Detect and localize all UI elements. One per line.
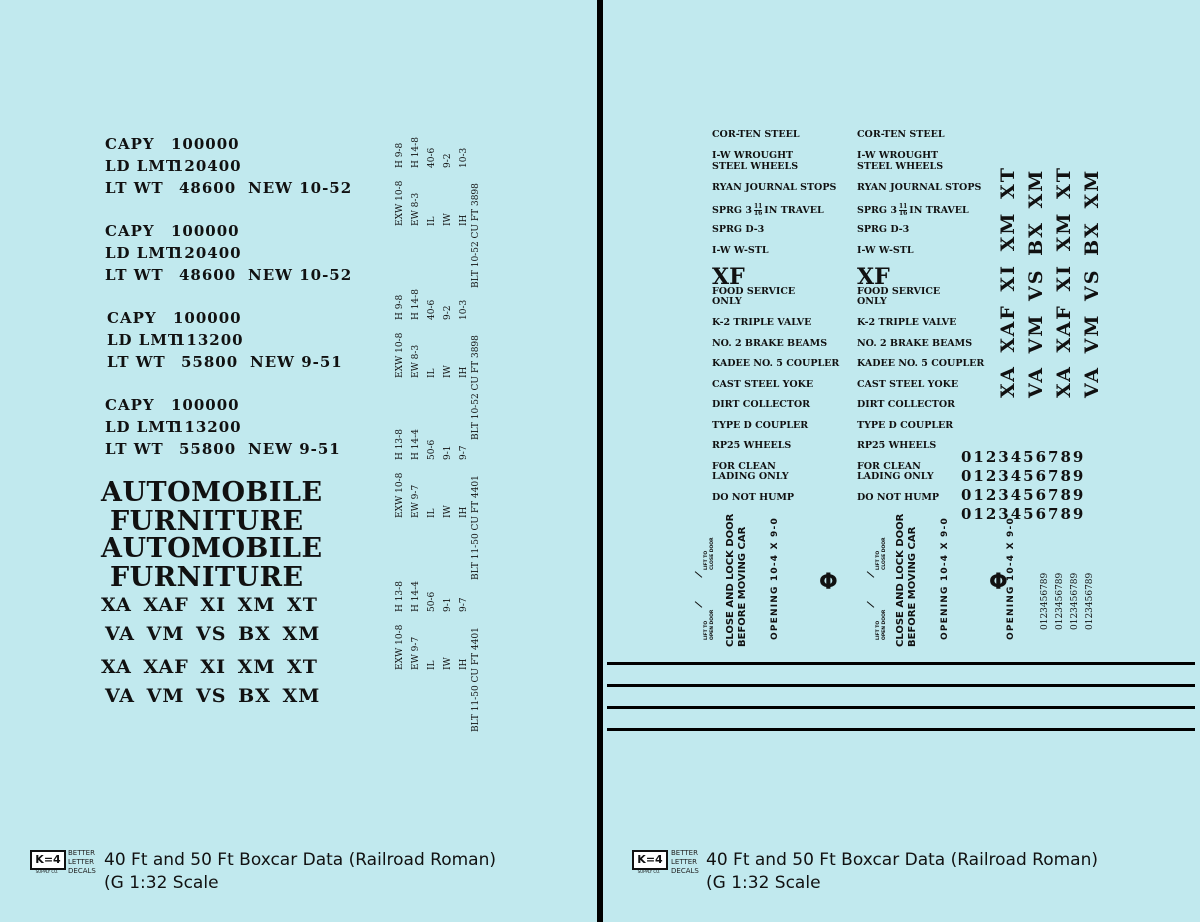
fraction-num: 11	[753, 203, 763, 210]
dimension-label: IH	[459, 506, 469, 518]
lift-to-open: LIFT TO	[704, 620, 709, 640]
dimension-label: EXW 10-8	[395, 472, 405, 518]
dimension-value: H 14-8	[411, 289, 421, 320]
class-line: XA XAF XI XM XT	[101, 656, 318, 678]
stencil-do-not-hump: DO NOT HUMP	[712, 492, 795, 503]
ld-lmt-label: LD LMT	[105, 244, 179, 262]
stencil-spring-travel	[712, 204, 824, 217]
capy-label: CAPY	[105, 396, 155, 414]
k4-logo	[632, 850, 666, 874]
footer-scale: (G 1:32 Scale	[706, 873, 821, 893]
lt-wt-label: LT WT	[105, 440, 164, 458]
dimension-value: 9-2	[443, 305, 453, 320]
stripe-line	[607, 728, 1195, 731]
spring-tail: IN TRAVEL	[764, 205, 824, 216]
dimension-value: H 14-8	[411, 137, 421, 168]
door-arrow-mark	[867, 601, 875, 608]
ld-lmt-value: 113200	[173, 418, 242, 436]
dimension-label: EXW 10-8	[395, 624, 405, 670]
dimension-value: H 9-8	[395, 142, 405, 168]
stencil-sprg-d3: SPRG D-3	[712, 224, 765, 235]
stencil-only: ONLY	[712, 296, 742, 307]
door-opening: OPENING 10-4 X 9-0	[770, 517, 780, 640]
dimension-value: 10-3	[459, 147, 469, 168]
stencil-iw-wstl: I-W W-STL	[712, 245, 769, 256]
spring-tail: IN TRAVEL	[909, 205, 969, 216]
tagline-decals: DECALS	[68, 867, 96, 875]
dimension-label: EW 8-3	[411, 344, 421, 378]
footer-title: 40 Ft and 50 Ft Boxcar Data (Railroad Roman)	[706, 850, 1099, 870]
before-moving-car: BEFORE MOVING CAR	[737, 526, 748, 647]
dimension-value: 9-2	[443, 153, 453, 168]
capy-label: CAPY	[105, 135, 155, 153]
built-cuft: BLT 11-50 CU FT 4401	[471, 627, 481, 732]
lift-open-door: OPEN DOOR	[882, 609, 887, 640]
footer-title-block	[104, 849, 496, 895]
stencil-do-not-hump: DO NOT HUMP	[857, 492, 940, 503]
automobile-word: AUTOMOBILE	[101, 477, 323, 508]
fraction-den: 16	[753, 210, 763, 217]
stencil-for-clean: FOR CLEAN	[857, 461, 921, 472]
stencil-xf: XF	[857, 264, 890, 290]
tagline	[671, 849, 699, 876]
lift-to-close: LIFT TO	[704, 550, 709, 570]
stencil-brake-beams: NO. 2 BRAKE BEAMS	[712, 338, 828, 349]
door-symbol: Φ	[819, 570, 838, 595]
door-opening: OPENING 10-4 X 9-0	[1006, 517, 1016, 640]
fraction-den: 16	[898, 210, 908, 217]
stencil-kadee: KADEE NO. 5 COUPLER	[857, 358, 985, 369]
new-date: NEW 9-51	[250, 353, 343, 371]
ld-lmt-value: 120400	[173, 244, 242, 262]
new-date: NEW 10-52	[248, 179, 353, 197]
small-digit-column: 0123456789	[1085, 572, 1095, 630]
stencil-for-clean: FOR CLEAN	[712, 461, 776, 472]
tagline-decals: DECALS	[671, 867, 699, 875]
stencil-food-service: FOOD SERVICE	[857, 286, 941, 297]
stencil-rp25: RP25 WHEELS	[857, 440, 937, 451]
tagline-better: BETTER	[68, 849, 95, 857]
new-date: NEW 9-51	[248, 440, 341, 458]
rotated-class-line: XA XAF XI XM XT	[997, 166, 1019, 398]
lift-close-door: CLOSE DOOR	[710, 537, 715, 570]
dimension-label: EXW 10-8	[395, 332, 405, 378]
dimension-value: 9-7	[459, 597, 469, 612]
dimension-label: IH	[459, 658, 469, 670]
automobile-word: AUTOMOBILE	[101, 533, 323, 564]
lt-wt-label: LT WT	[107, 353, 166, 371]
capy-value: 100000	[171, 396, 240, 414]
before-moving-car: BEFORE MOVING CAR	[907, 526, 918, 647]
ld-lmt-value: 120400	[173, 157, 242, 175]
stencil-coupler: TYPE D COUPLER	[712, 420, 809, 431]
door-opening: OPENING 10-4 X 9-0	[940, 517, 950, 640]
dimension-value: H 13-8	[395, 429, 405, 460]
dimension-label: IW	[443, 657, 453, 670]
close-lock-door: CLOSE AND LOCK DOOR	[895, 513, 906, 647]
dimension-value: H 9-8	[395, 294, 405, 320]
dimension-label: IL	[427, 508, 437, 518]
logo-sub: SUPPLY CO.	[637, 869, 661, 874]
tagline	[68, 849, 96, 876]
tagline-letter: LETTER	[68, 858, 95, 866]
stencil-lading-only: LADING ONLY	[857, 471, 934, 482]
capy-value: 100000	[171, 135, 240, 153]
class-line: VA VM VS BX XM	[105, 623, 321, 645]
logo-mark: K=4	[632, 850, 668, 870]
dimension-label: IW	[443, 213, 453, 226]
stencil-kadee: KADEE NO. 5 COUPLER	[712, 358, 840, 369]
stencil-ryan: RYAN JOURNAL STOPS	[857, 182, 982, 193]
stencil-yoke: CAST STEEL YOKE	[857, 379, 959, 390]
dimension-value: 40-6	[427, 299, 437, 320]
stencil-steel-wheels: STEEL WHEELS	[857, 161, 944, 172]
dimension-value: 10-3	[459, 299, 469, 320]
dimension-value: 50-6	[427, 439, 437, 460]
digits-row: 0123456789	[961, 448, 1086, 466]
stencil-ryan: RYAN JOURNAL STOPS	[712, 182, 837, 193]
stencil-food-service: FOOD SERVICE	[712, 286, 796, 297]
stencil-coupler: TYPE D COUPLER	[857, 420, 954, 431]
stencil-corten: COR-TEN STEEL	[857, 129, 945, 140]
stencil-triple-valve: K-2 TRIPLE VALVE	[712, 317, 812, 328]
door-arrow-mark	[695, 601, 703, 608]
stripe-line	[607, 662, 1195, 665]
close-lock-door: CLOSE AND LOCK DOOR	[725, 513, 736, 647]
dimension-label: IL	[427, 660, 437, 670]
furniture-word: FURNITURE	[110, 562, 304, 593]
stencil-wrought: I-W WROUGHT	[712, 150, 794, 161]
spring-fraction	[899, 204, 907, 217]
dimension-value: 40-6	[427, 147, 437, 168]
stencil-steel-wheels: STEEL WHEELS	[712, 161, 799, 172]
dimension-value: 9-1	[443, 597, 453, 612]
rotated-class-line: VA VM VS BX XM	[1081, 168, 1103, 398]
dimension-label: EW 8-3	[411, 192, 421, 226]
stencil-xf: XF	[712, 264, 745, 290]
lift-open-door: OPEN DOOR	[710, 609, 715, 640]
built-cuft: BLT 10-52 CU FT 3898	[471, 335, 481, 440]
lt-wt-label: LT WT	[105, 179, 164, 197]
ld-lmt-label: LD LMT	[105, 157, 179, 175]
small-digit-column: 0123456789	[1070, 572, 1080, 630]
footer-title-block	[706, 849, 1098, 895]
ld-lmt-label: LD LMT	[107, 331, 181, 349]
dimension-label: EXW 10-8	[395, 180, 405, 226]
stripe-line	[607, 684, 1195, 687]
dimension-label: IL	[427, 216, 437, 226]
small-digit-column: 0123456789	[1055, 572, 1065, 630]
new-date: NEW 10-52	[248, 266, 353, 284]
fraction-num: 11	[898, 203, 908, 210]
dimension-value: 9-7	[459, 445, 469, 460]
stencil-lading-only: LADING ONLY	[712, 471, 789, 482]
lift-to-close: LIFT TO	[876, 550, 881, 570]
door-arrow-mark	[867, 571, 875, 578]
built-cuft: BLT 11-50 CU FT 4401	[471, 475, 481, 580]
lt-wt-value: 55800	[181, 353, 239, 371]
stencil-spring-travel	[857, 204, 969, 217]
lt-wt-value: 48600	[179, 266, 237, 284]
stencil-rp25: RP25 WHEELS	[712, 440, 792, 451]
stencil-yoke: CAST STEEL YOKE	[712, 379, 814, 390]
sheet-divider	[597, 0, 603, 922]
lt-wt-value: 48600	[179, 179, 237, 197]
lt-wt-label: LT WT	[105, 266, 164, 284]
k4-logo	[30, 850, 64, 874]
dimension-label: EW 9-7	[411, 484, 421, 518]
digits-row: 0123456789	[961, 486, 1086, 504]
tagline-letter: LETTER	[671, 858, 698, 866]
capy-value: 100000	[173, 309, 242, 327]
dimension-label: EW 9-7	[411, 636, 421, 670]
dimension-label: IW	[443, 365, 453, 378]
capy-label: CAPY	[105, 222, 155, 240]
dimension-label: IH	[459, 214, 469, 226]
digits-row: 0123456789	[961, 467, 1086, 485]
dimension-value: H 14-4	[411, 581, 421, 612]
built-cuft: BLT 10-52 CU FT 3898	[471, 183, 481, 288]
footer-scale: (G 1:32 Scale	[104, 873, 219, 893]
stencil-dirt-collector: DIRT COLLECTOR	[857, 399, 956, 410]
capy-label: CAPY	[107, 309, 157, 327]
stencil-brake-beams: NO. 2 BRAKE BEAMS	[857, 338, 973, 349]
stencil-only: ONLY	[857, 296, 887, 307]
class-line: VA VM VS BX XM	[105, 685, 321, 707]
stencil-corten: COR-TEN STEEL	[712, 129, 800, 140]
stencil-iw-wstl: I-W W-STL	[857, 245, 914, 256]
rotated-class-line: VA VM VS BX XM	[1025, 168, 1047, 398]
stencil-dirt-collector: DIRT COLLECTOR	[712, 399, 811, 410]
stripe-line	[607, 706, 1195, 709]
dimension-label: IW	[443, 505, 453, 518]
spring-label: SPRG 3	[712, 205, 752, 216]
tagline-better: BETTER	[671, 849, 698, 857]
dimension-label: IH	[459, 366, 469, 378]
spring-label: SPRG 3	[857, 205, 897, 216]
logo-mark: K=4	[30, 850, 66, 870]
spring-fraction	[754, 204, 762, 217]
logo-sub: SUPPLY CO.	[35, 869, 59, 874]
footer-title: 40 Ft and 50 Ft Boxcar Data (Railroad Roman)	[104, 850, 497, 870]
lt-wt-value: 55800	[179, 440, 237, 458]
stencil-wrought: I-W WROUGHT	[857, 150, 939, 161]
ld-lmt-label: LD LMT	[105, 418, 179, 436]
stencil-triple-valve: K-2 TRIPLE VALVE	[857, 317, 957, 328]
dimension-value: H 14-4	[411, 429, 421, 460]
capy-value: 100000	[171, 222, 240, 240]
lift-close-door: CLOSE DOOR	[882, 537, 887, 570]
stencil-sprg-d3: SPRG D-3	[857, 224, 910, 235]
class-line: XA XAF XI XM XT	[101, 594, 318, 616]
dimension-value: 9-1	[443, 445, 453, 460]
furniture-word: FURNITURE	[110, 506, 304, 537]
digits-row: 0123456789	[961, 505, 1086, 523]
small-digit-column: 0123456789	[1040, 572, 1050, 630]
door-arrow-mark	[695, 571, 703, 578]
door-symbol: Φ	[989, 570, 1008, 595]
lift-to-open: LIFT TO	[876, 620, 881, 640]
ld-lmt-value: 113200	[175, 331, 244, 349]
rotated-class-line: XA XAF XI XM XT	[1053, 166, 1075, 398]
dimension-value: H 13-8	[395, 581, 405, 612]
dimension-value: 50-6	[427, 591, 437, 612]
dimension-label: IL	[427, 368, 437, 378]
